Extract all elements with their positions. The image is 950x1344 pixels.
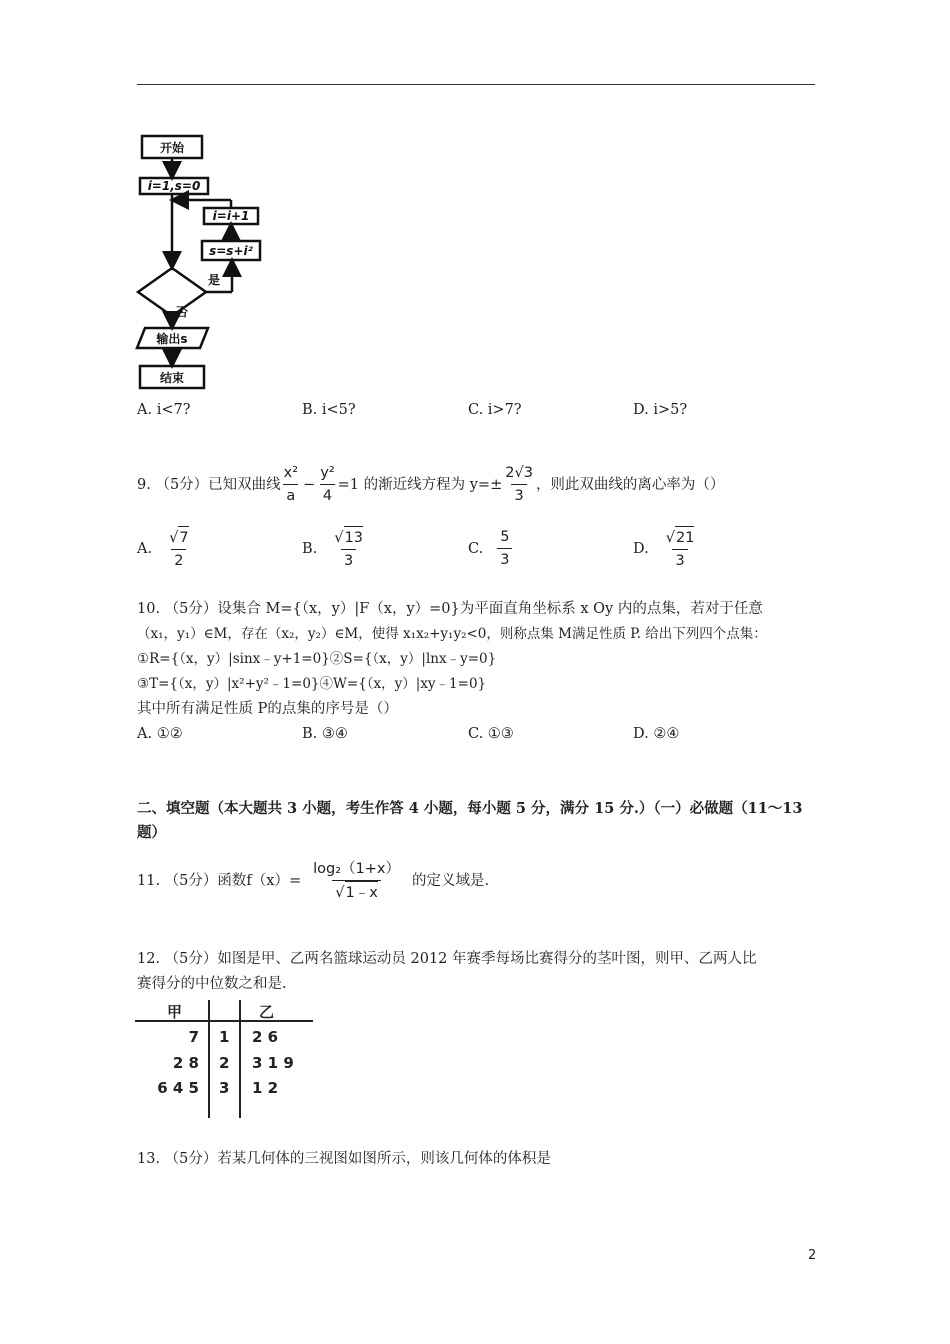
q10-line4: ③T={（x，y）|x²+y²﹣1=0}④W={（x，y）|xy﹣1=0} [137,676,487,692]
flow-start-label: 开始 [159,141,185,155]
stem-leaf-row-left: 7 [188,1028,199,1046]
q8-option-b: B. i<5? [302,402,356,418]
q11-frac: $\frac{\text{log₂（1+x）}}{√1﹣x}$ [301,858,412,904]
q9-frac-y: $\frac{\text{y²}}{4}$ [317,462,337,507]
flow-inc-label: i=i+1 [212,209,250,223]
q9-eq: =1 的渐近线方程为 y=± [337,476,503,493]
q9-frac-slope: $\frac{2√3}{3}$ [502,462,536,507]
q13-text: 13. （5分）若某几何体的三视图如图所示，则该几何体的体积是 [137,1151,551,1167]
q9-stem: 9. （5分）已知双曲线 $\frac{\text{x²}}{a}$ − $\frac{\text{y²}}{4}$ =1 的渐近线方程为 y=± $\frac{2√3}{3}$ ，则此双曲线的离心率为（） [137,462,724,507]
q9-option-a: A. $\frac{√7}{2}$ [137,526,192,572]
q10-option-c: C. ①③ [468,726,514,742]
stem-leaf-row-right: 3 1 9 [252,1054,294,1072]
q9-option-c: C. $\frac{5}{3}$ [468,526,512,571]
q10-line1: 10. （5分）设集合 M={（x，y）|F（x，y）=0}为平面直角坐标系 x Oy 内的点集，若对于任意 [137,601,763,617]
flow-decision-diamond [138,268,206,316]
section2-heading: 二、填空题（本大题共 3 小题，考生作答 4 小题，每小题 5 分，满分 15 分.）（一）必做题（11～13 [137,800,803,817]
header-rule [137,84,815,85]
q11-stem [137,858,489,904]
q10-option-a: A. ①② [137,726,183,742]
stem-leaf-row-right: 1 2 [252,1079,279,1097]
q9-prefix: 9. （5分）已知双曲线 [137,476,281,493]
q9-option-b: B. $\frac{√13}{3}$ [302,526,366,572]
q9-suffix: ，则此双曲线的离心率为（） [535,476,725,493]
q12-line2: 赛得分的中位数之和是. [137,976,287,992]
q11-suffix: 的定义域是. [411,873,490,889]
flow-init-label: i=1,s=0 [147,179,201,193]
stem-leaf-row-stem: 2 [219,1054,230,1072]
stem-leaf-header-yi: 乙 [259,1003,275,1021]
stem-leaf-plot [135,1000,315,1120]
q8-option-a: A. i<7? [137,402,191,418]
q10-line2: （x₁，y₁）∈M，存在（x₂，y₂）∈M，使得 x₁x₂+y₁y₂<0，则称点集 M满足性质 P. 给出下列四个点集： [137,626,767,642]
stem-leaf-header-jia: 甲 [167,1003,183,1021]
q9-option-d: D. $\frac{√21}{3}$ [633,526,697,572]
q12-line1: 12. （5分）如图是甲、乙两名篮球运动员 2012 年赛季每场比赛得分的茎叶图，则甲、乙两人比 [137,951,757,967]
flow-no-label: 否 [175,305,189,319]
q10-line3: ①R={（x，y）|sinx﹣y+1=0}②S={（x，y）|lnx﹣y=0} [137,651,497,667]
q10-option-b: B. ③④ [302,726,348,742]
flow-end-label: 结束 [159,371,185,385]
flowchart [130,128,280,393]
stem-leaf-row-stem: 1 [219,1028,230,1046]
q10-option-d: D. ②④ [633,726,680,742]
q8-option-c: C. i>7? [468,402,522,418]
stem-leaf-row-left: 2 8 [172,1054,199,1072]
q10-line5: 其中所有满足性质 P的点集的序号是（） [137,701,398,717]
flow-output-label: 输出s [156,332,188,346]
flow-accum-label: s=s+i² [209,244,253,258]
stem-leaf-row-left: 6 4 5 [157,1079,199,1097]
q8-option-d: D. i>5? [633,402,688,418]
page-number: 2 [808,1248,817,1263]
q9-frac-x: $\frac{\text{x²}}{a}$ [281,462,301,507]
flow-yes-label: 是 [207,273,221,287]
q11-prefix: 11. （5分）函数f（x）= [137,873,302,889]
stem-leaf-row-stem: 3 [219,1079,230,1097]
section2-heading-cont: 题） [137,824,166,841]
stem-leaf-row-right: 2 6 [252,1028,279,1046]
